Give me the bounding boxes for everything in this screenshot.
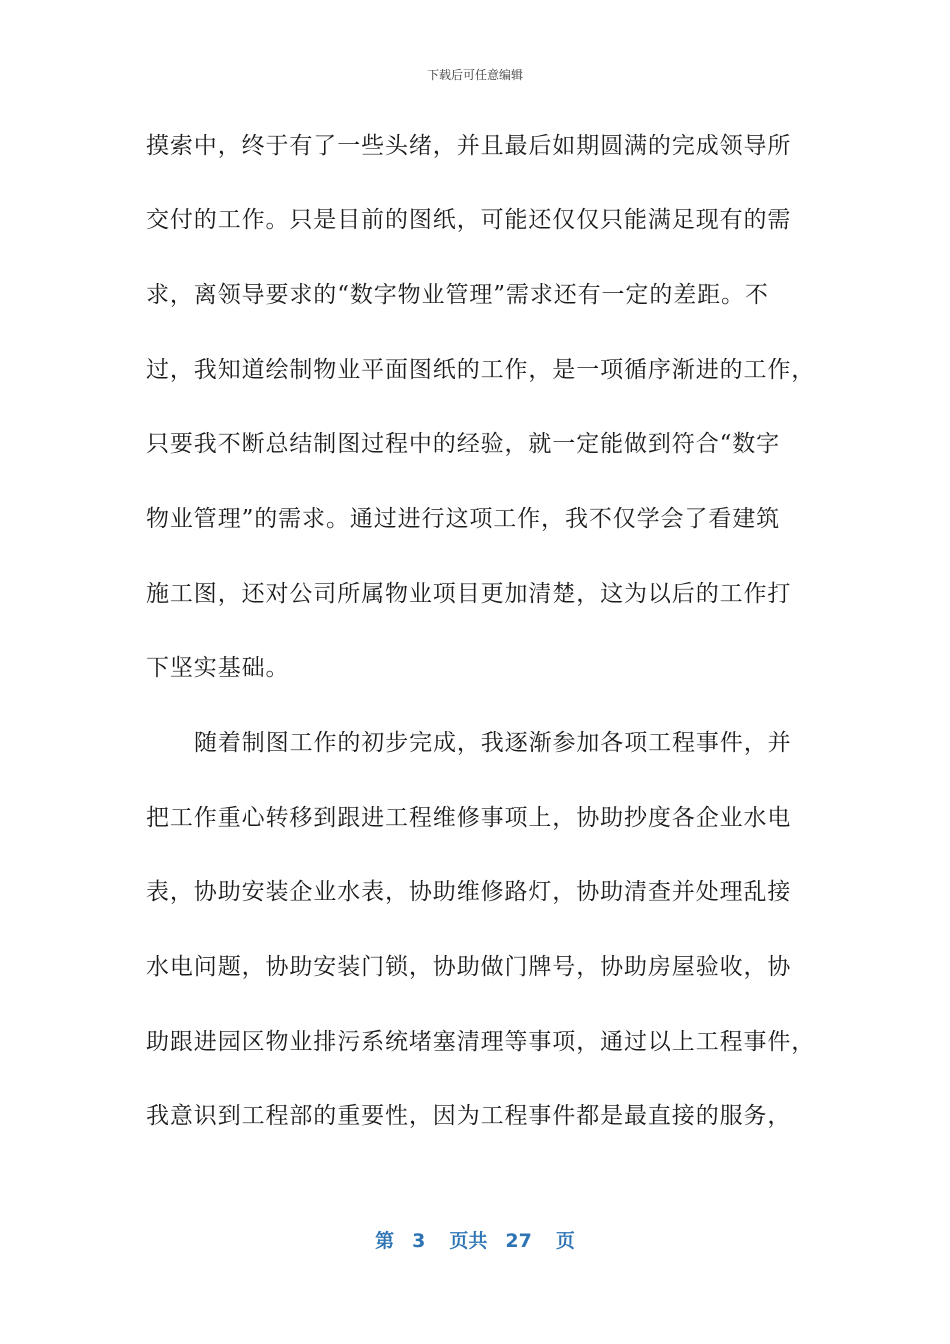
text-line: 下坚实基础。	[146, 655, 290, 681]
paragraph-first-line: 随着制图工作的初步完成，我逐渐参加各项工程事件，并	[194, 730, 792, 756]
text-line: 把工作重心转移到跟进工程维修事项上，协助抄度各企业水电	[146, 805, 792, 831]
page-number: 3	[412, 1230, 426, 1252]
text-line: 求，离领导要求的“数字物业管理”需求还有一定的差距。不	[146, 282, 769, 308]
text-line: 我意识到工程部的重要性，因为工程事件都是最直接的服务，	[146, 1103, 792, 1129]
footer-prefix: 第	[375, 1230, 395, 1252]
text-line: 助跟进园区物业排污系统堵塞清理等事项，通过以上工程事件，	[146, 1029, 816, 1055]
text-line: 表，协助安装企业水表，协助维修路灯，协助清查并处理乱接	[146, 879, 792, 905]
text-line: 施工图，还对公司所属物业项目更加清楚，这为以后的工作打	[146, 581, 792, 607]
text-line: 摸索中，终于有了一些头绪，并且最后如期圆满的完成领导所	[146, 133, 792, 159]
text-line: 水电问题，协助安装门锁，协助做门牌号，协助房屋验收，协	[146, 954, 792, 980]
text-line: 只要我不断总结制图过程中的经验，就一定能做到符合“数字	[146, 431, 781, 457]
text-line: 交付的工作。只是目前的图纸，可能还仅仅只能满足现有的需	[146, 207, 792, 233]
page-header: 下载后可任意编辑	[426, 68, 523, 82]
footer-middle: 页共	[449, 1230, 488, 1252]
page-footer	[0, 1226, 950, 1253]
text-line: 过，我知道绘制物业平面图纸的工作，是一项循序渐进的工作，	[146, 357, 816, 383]
text-line: 物业管理”的需求。通过进行这项工作，我不仅学会了看建筑	[146, 506, 781, 532]
footer-suffix: 页	[555, 1230, 575, 1252]
total-pages: 27	[505, 1230, 532, 1252]
